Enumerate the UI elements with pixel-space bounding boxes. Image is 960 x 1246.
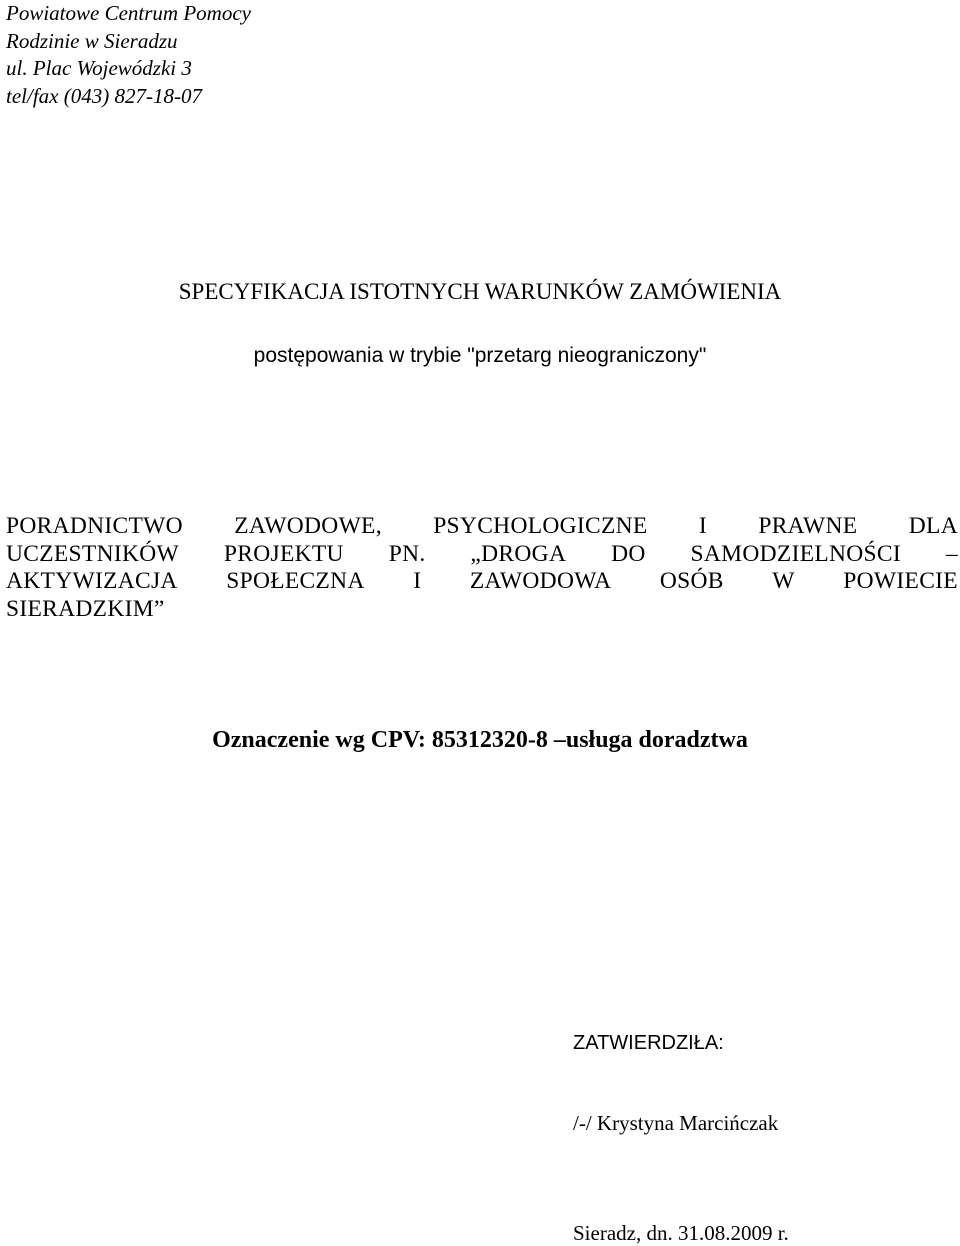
- project-word: PSYCHOLOGICZNE: [433, 513, 648, 539]
- project-word: ZAWODOWE,: [234, 513, 382, 539]
- project-word: PORADNICTWO: [6, 513, 183, 539]
- project-line-2: [6, 541, 958, 569]
- project-word: PRAWNE: [758, 513, 858, 539]
- document-title: SPECYFIKACJA ISTOTNYCH WARUNKÓW ZAMÓWIENIA: [178, 279, 782, 304]
- project-word: SIERADZKIM”: [6, 595, 165, 622]
- project-line-1: [6, 513, 958, 541]
- project-word: W: [772, 568, 795, 594]
- project-word: PROJEKTU: [223, 540, 344, 567]
- project-word: DO: [611, 540, 646, 567]
- project-word: I: [413, 568, 422, 594]
- institution-header: [6, 0, 251, 110]
- cpv-designation: Oznaczenie wg CPV: 85312320-8 –usługa doradztwa: [212, 727, 748, 753]
- signature-name: /-/ Krystyna Marcińczak: [573, 1111, 779, 1135]
- project-word: SAMODZIELNOŚCI: [690, 540, 902, 567]
- project-word: DLA: [908, 513, 958, 539]
- project-word: SPOŁECZNA: [226, 568, 365, 594]
- project-line-4: [6, 596, 958, 624]
- document-subtitle: postępowania w trybie "przetarg nieograniczony": [253, 344, 707, 367]
- project-word: –: [945, 540, 958, 567]
- project-description: [6, 513, 958, 623]
- institution-name-line1: Powiatowe Centrum Pomocy: [6, 1, 251, 25]
- project-word: UCZESTNIKÓW: [6, 540, 179, 567]
- project-word: POWIECIE: [843, 568, 958, 594]
- project-word: I: [698, 513, 708, 539]
- project-word: PN.: [388, 540, 426, 567]
- project-word: AKTYWIZACJA: [6, 568, 178, 594]
- institution-address: ul. Plac Wojewódzki 3: [6, 56, 192, 80]
- project-word: OSÓB: [659, 568, 724, 594]
- institution-phone: tel/fax (043) 827-18-07: [6, 83, 202, 108]
- approval-label: ZATWIERDZIŁA:: [573, 1032, 724, 1054]
- place-and-date: Sieradz, dn. 31.08.2009 r.: [573, 1221, 789, 1245]
- project-word: „DROGA: [470, 540, 567, 567]
- institution-name-line2: Rodzinie w Sieradzu: [6, 28, 178, 53]
- project-line-3: [6, 568, 958, 596]
- project-word: ZAWODOWA: [469, 568, 612, 594]
